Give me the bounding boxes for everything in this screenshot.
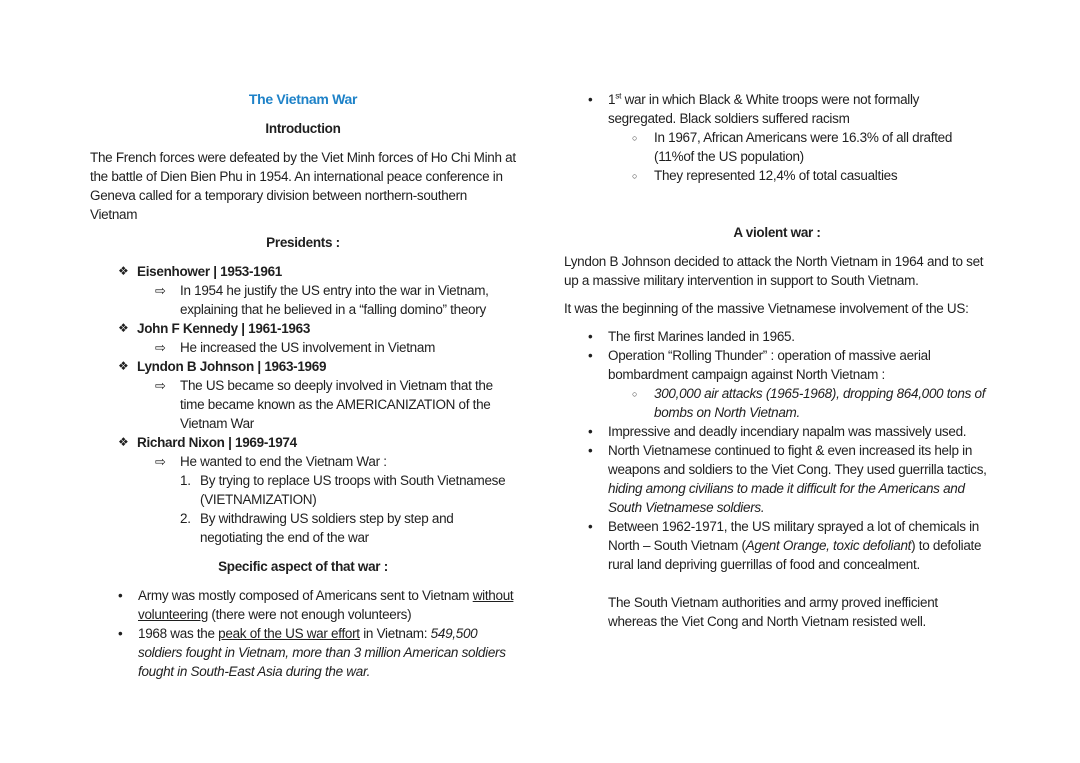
list-item bbox=[564, 90, 990, 128]
bullet-text: North Vietnamese continued to fight & even increased its help in weapons and soldiers to the Viet Cong. They used guerrilla tactics, hiding among civilians to made it difficult for the Americans and South Vietnamese soldiers. bbox=[608, 443, 987, 515]
numbered-item bbox=[90, 509, 516, 547]
closing-paragraph: The South Vietnam authorities and army proved inefficient whereas the Viet Cong and North Vietnam resisted well. bbox=[608, 595, 938, 629]
sub-bullet-text: In 1967, African Americans were 16.3% of all drafted (11%of the US population) bbox=[654, 130, 953, 164]
president-point bbox=[90, 281, 516, 319]
number-marker: 2. bbox=[180, 511, 191, 526]
president-point bbox=[90, 376, 516, 433]
doc-title: The Vietnam War bbox=[248, 91, 358, 107]
diamond-bullet-icon: ❖ bbox=[118, 264, 129, 278]
diamond-bullet-icon: ❖ bbox=[118, 321, 129, 335]
intro-heading: Introduction bbox=[265, 121, 341, 136]
right-column bbox=[564, 90, 990, 681]
sub-list-item bbox=[564, 166, 990, 185]
point-text: The US became so deeply involved in Vietnam that the time became known as the AMERICANIZATION of the Vietnam War bbox=[180, 378, 493, 431]
list-item bbox=[564, 517, 990, 574]
bullet-text: Between 1962-1971, the US military sprayed a lot of chemicals in North – South Vietnam (Agent Orange, toxic defoliant) to defoliate rural land depriving guerrillas of food and concealment. bbox=[608, 519, 982, 572]
bullet-text: Impressive and deadly incendiary napalm was massively used. bbox=[608, 424, 967, 439]
arrow-bullet-icon: ⇨ bbox=[155, 378, 166, 393]
bullet-icon: • bbox=[588, 424, 593, 439]
president-item bbox=[90, 319, 516, 338]
circle-bullet-icon: ○ bbox=[632, 389, 638, 399]
diamond-bullet-icon: ❖ bbox=[118, 359, 129, 373]
ordinal-superscript: st bbox=[615, 90, 622, 101]
racism-list bbox=[564, 90, 990, 185]
numbered-text: By withdrawing US soldiers step by step and negotiating the end of the war bbox=[200, 511, 454, 545]
bullet-icon: • bbox=[588, 92, 593, 107]
point-text: In 1954 he justify the US entry into the war in Vietnam, explaining that he believed in a “falling domino” theory bbox=[180, 283, 489, 317]
bullet-text: The first Marines landed in 1965. bbox=[608, 329, 795, 344]
bullet-text: 1st war in which Black & White troops were not formally segregated. Black soldiers suffered racism bbox=[608, 90, 920, 126]
intro-paragraph: The French forces were defeated by the Viet Minh forces of Ho Chi Minh at the battle of Dien Bien Phu in 1954. An international peace conference in Geneva called for a temporary division between northern-southern Vietnam bbox=[90, 150, 516, 222]
bullet-icon: • bbox=[118, 626, 123, 641]
numbered-item bbox=[90, 471, 516, 509]
diamond-bullet-icon: ❖ bbox=[118, 435, 129, 449]
president-item bbox=[90, 357, 516, 376]
president-point bbox=[90, 452, 516, 471]
bullet-icon: • bbox=[588, 519, 593, 534]
president-name: Richard Nixon | 1969-1974 bbox=[137, 435, 297, 450]
arrow-bullet-icon: ⇨ bbox=[155, 454, 166, 469]
presidents-heading: Presidents : bbox=[266, 235, 340, 250]
list-item bbox=[90, 586, 516, 624]
presidents-list bbox=[90, 262, 516, 547]
president-point bbox=[90, 338, 516, 357]
sub-list-item bbox=[564, 128, 990, 166]
bullet-text: Army was mostly composed of Americans sent to Vietnam without volunteering (there were not enough volunteers) bbox=[138, 588, 514, 622]
sub-bullet-text: They represented 12,4% of total casualties bbox=[654, 168, 898, 183]
president-name: Eisenhower | 1953-1961 bbox=[137, 264, 283, 279]
sub-list-item bbox=[564, 384, 990, 422]
list-item bbox=[90, 624, 516, 681]
president-name: John F Kennedy | 1961-1963 bbox=[137, 321, 311, 336]
bullet-icon: • bbox=[588, 329, 593, 344]
bullet-text: Operation “Rolling Thunder” : operation of massive aerial bombardment campaign against North Vietnam : bbox=[608, 348, 931, 382]
arrow-bullet-icon: ⇨ bbox=[155, 283, 166, 298]
president-item bbox=[90, 262, 516, 281]
bullet-icon: • bbox=[588, 348, 593, 363]
circle-bullet-icon: ○ bbox=[632, 133, 638, 143]
list-item bbox=[564, 441, 990, 517]
list-item bbox=[564, 422, 990, 441]
bullet-icon: • bbox=[588, 443, 593, 458]
sub-bullet-text: 300,000 air attacks (1965-1968), dropping 864,000 tons of bombs on North Vietnam. bbox=[654, 386, 986, 420]
violent-war-heading: A violent war : bbox=[733, 225, 821, 240]
violent-paragraph-2: It was the beginning of the massive Vietnamese involvement of the US: bbox=[564, 301, 969, 316]
numbered-text: By trying to replace US troops with South Vietnamese (VIETNAMIZATION) bbox=[200, 473, 506, 507]
number-marker: 1. bbox=[180, 473, 191, 488]
president-item bbox=[90, 433, 516, 452]
violent-paragraph-1: Lyndon B Johnson decided to attack the North Vietnam in 1964 and to set up a massive military intervention in support to South Vietnam. bbox=[564, 254, 984, 288]
specific-aspect-heading: Specific aspect of that war : bbox=[218, 559, 388, 574]
left-column bbox=[90, 90, 516, 681]
point-text: He increased the US involvement in Vietnam bbox=[180, 340, 436, 355]
violent-war-list bbox=[564, 327, 990, 574]
arrow-bullet-icon: ⇨ bbox=[155, 340, 166, 355]
list-item bbox=[564, 346, 990, 384]
bullet-icon: • bbox=[118, 588, 123, 603]
president-name: Lyndon B Johnson | 1963-1969 bbox=[137, 359, 327, 374]
point-text: He wanted to end the Vietnam War : bbox=[180, 454, 387, 469]
list-item bbox=[564, 327, 990, 346]
specific-aspect-list bbox=[90, 586, 516, 681]
bullet-text: 1968 was the peak of the US war effort in Vietnam: 549,500 soldiers fought in Vietnam, more than 3 million American soldiers fought in South-East Asia during the war. bbox=[138, 626, 506, 679]
circle-bullet-icon: ○ bbox=[632, 171, 638, 181]
